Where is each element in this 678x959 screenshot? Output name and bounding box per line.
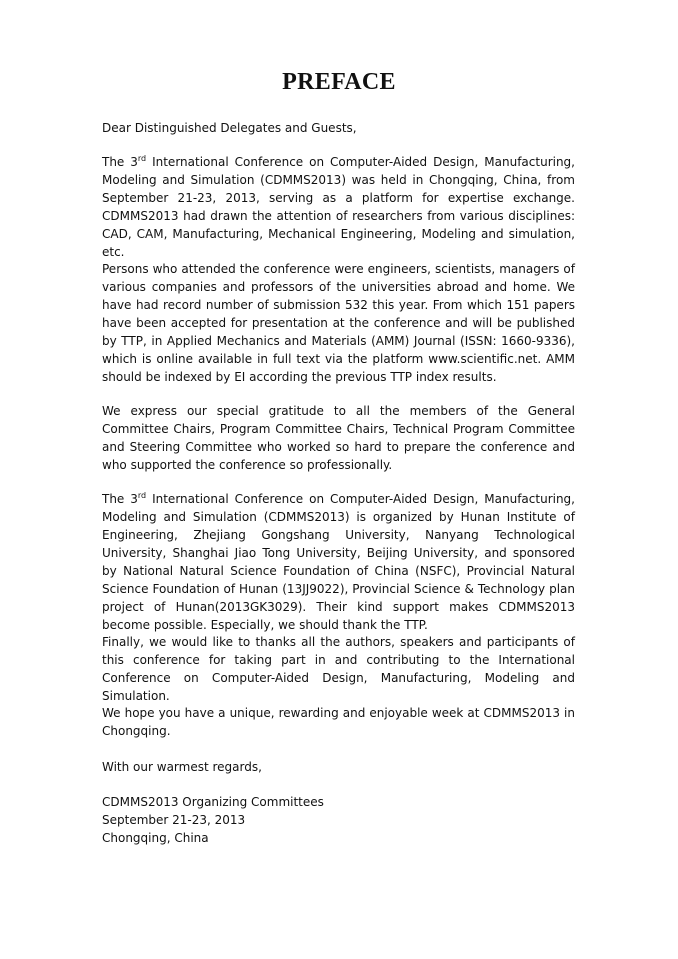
paragraph-attendees: Persons who attended the conference were engineers, scientists, managers of various companies and professors of the universities abroad and home. We have had record number of submission 532 this year. From which 151 papers have been accepted for presentation at the conference and will be published by TTP, in Applied Mechanics and Materials (AMM) Journal (ISSN: 1660-9336), which is online available in full text via the platform www.scientific.net. AMM should be indexed by EI according the previous TTP index results.	[102, 262, 575, 384]
paragraph-text: The 3	[102, 492, 138, 506]
signature-location: Chongqing, China	[102, 831, 209, 845]
paragraph-wishes: We hope you have a unique, rewarding and enjoyable week at CDMMS2013 in Chongqing.	[102, 706, 575, 738]
paragraph-text: International Conference on Computer-Aided Design, Manufacturing, Modeling and Simulation (CDMMS2013) was held in Chongqing, China, from September 21-23, 2013, serving as a platform for expertise exchange. CDMMS2013 had drawn the attention of researchers from various disciplines: CAD, CAM, Manufacturing, Mechanical Engineering, Modeling and simulation, etc.	[102, 155, 575, 259]
paragraph-conference-intro	[102, 153, 575, 261]
paragraph-text: The 3	[102, 155, 138, 169]
paragraph-text: International Conference on Computer-Aided Design, Manufacturing, Modeling and Simulation (CDMMS2013) is organized by Hunan Institute of Engineering, Zhejiang Gongshang University, Nanyang Technological University, Shanghai Jiao Tong University, Beijing University, and sponsored by National Natural Science Foundation of China (NSFC), Provincial Natural Science Foundation of Hunan (13JJ9022), Provincial Science & Technology plan project of Hunan(2013GK3029). Their kind support makes CDMMS2013 become possible. Especially, we should thank the TTP.	[102, 492, 575, 632]
ordinal-superscript: rd	[137, 154, 147, 163]
paragraph-gratitude: We express our special gratitude to all the members of the General Committee Chairs, Program Committee Chairs, Technical Program Committee and Steering Committee who worked so hard to prepare the conference and who supported the conference so professionally.	[102, 404, 575, 472]
paragraph-organizers	[102, 490, 575, 634]
signature-block	[102, 793, 575, 847]
paragraph-thanks: Finally, we would like to thanks all the authors, speakers and participants of this conference for taking part in and contributing to the International Conference on Computer-Aided Design, Manufacturing, Modeling and Simulation.	[102, 635, 575, 703]
signature-organization: CDMMS2013 Organizing Committees	[102, 795, 324, 809]
ordinal-superscript: rd	[137, 491, 147, 500]
signature-date: September 21-23, 2013	[102, 813, 246, 827]
salutation: Dear Distinguished Delegates and Guests,	[102, 121, 357, 135]
page-title: PREFACE	[282, 69, 396, 95]
closing: With our warmest regards,	[102, 760, 262, 774]
